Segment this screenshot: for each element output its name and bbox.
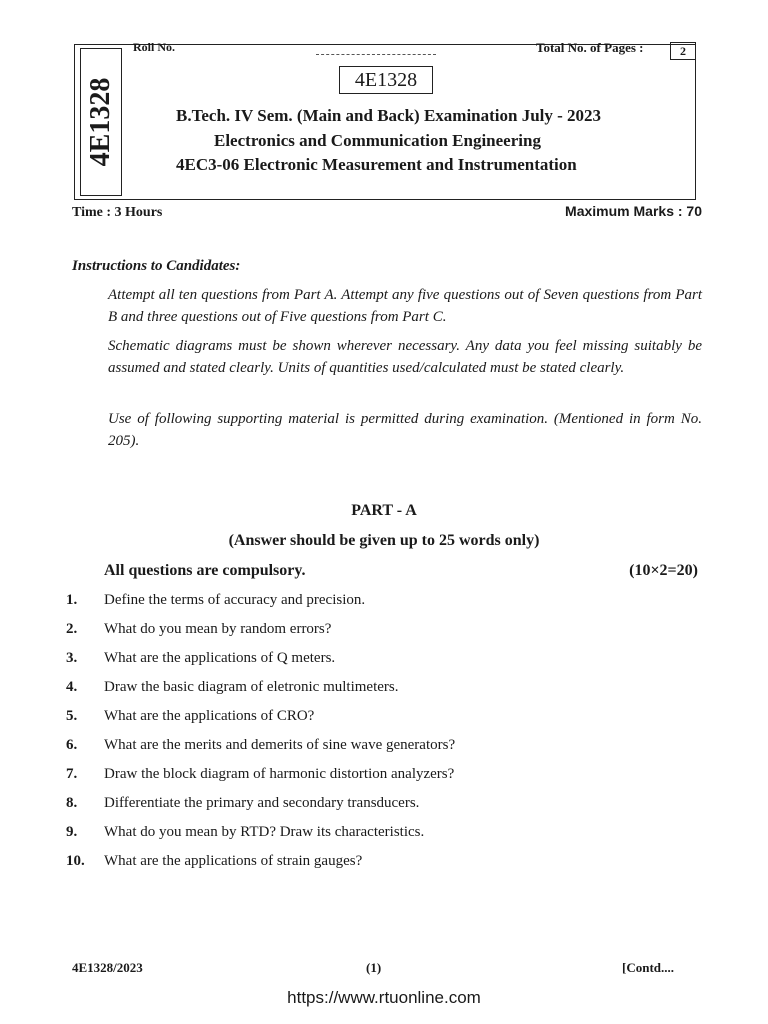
question-number: 8.	[66, 795, 78, 811]
side-paper-code: 4E1328	[85, 77, 116, 167]
question-text: What are the merits and demerits of sine wave generators?	[104, 737, 456, 753]
question-text: What are the applications of Q meters.	[104, 650, 336, 666]
question-number: 7.	[66, 766, 78, 782]
instruction-paragraph: Schematic diagrams must be shown wherever necessary. Any data you feel missing suitably be assumed and stated clearly. Units of quantities used/calculated must be stated clearly.	[108, 338, 702, 376]
question-item	[66, 704, 706, 733]
maximum-marks: Maximum Marks : 70	[565, 203, 702, 219]
question-text: Draw the block diagram of harmonic distortion analyzers?	[104, 766, 455, 782]
question-text: What are the applications of strain gauges?	[104, 853, 363, 869]
question-item	[66, 733, 706, 762]
question-number: 5.	[66, 708, 78, 724]
paper-code: 4E1328	[339, 66, 433, 94]
part-title: PART - A	[351, 502, 417, 519]
question-item	[66, 791, 706, 820]
roll-number-label: Roll No.	[133, 40, 175, 54]
part-subtitle: (Answer should be given up to 25 words only)	[228, 532, 540, 549]
question-text: Differentiate the primary and secondary transducers.	[104, 795, 420, 811]
total-pages-value: 2	[670, 42, 696, 60]
question-number: 4.	[66, 679, 78, 695]
marks-allocation: (10×2=20)	[629, 562, 698, 579]
question-item	[66, 617, 706, 646]
question-number: 1.	[66, 592, 78, 608]
question-text: What do you mean by random errors?	[104, 621, 332, 637]
exam-title: B.Tech. IV Sem. (Main and Back) Examination July - 2023	[176, 106, 602, 125]
question-number: 3.	[66, 650, 78, 666]
instruction-paragraph: Attempt all ten questions from Part A. Attempt any five questions out of Seven questions from Part B and three questions out of Five questions from Part C.	[108, 287, 702, 325]
website-url[interactable]: https://www.rtuonline.com	[287, 988, 481, 1007]
branch-title: Electronics and Communication Engineering	[214, 131, 541, 150]
subject-title: 4EC3-06 Electronic Measurement and Instrumentation	[176, 155, 577, 174]
instructions-heading: Instructions to Candidates:	[72, 258, 241, 274]
footer-paper-code: 4E1328/2023	[72, 960, 143, 975]
question-number: 2.	[66, 621, 78, 637]
question-text: What are the applications of CRO?	[104, 708, 315, 724]
question-item	[66, 646, 706, 675]
question-text: What do you mean by RTD? Draw its characteristics.	[104, 824, 425, 840]
question-text: Draw the basic diagram of eletronic multimeters.	[104, 679, 399, 695]
question-number: 6.	[66, 737, 78, 753]
question-number: 9.	[66, 824, 78, 840]
question-item	[66, 588, 706, 617]
roll-number-line	[316, 54, 436, 55]
question-item	[66, 762, 706, 791]
question-item	[66, 849, 706, 878]
question-list	[66, 588, 706, 878]
question-text: Define the terms of accuracy and precision.	[104, 592, 366, 608]
total-pages-label: Total No. of Pages :	[536, 40, 644, 55]
time-allowed: Time : 3 Hours	[72, 205, 163, 220]
footer-page-number: (1)	[366, 960, 382, 975]
compulsory-note: All questions are compulsory.	[104, 562, 306, 579]
footer-continued: [Contd....	[622, 960, 675, 975]
question-item	[66, 820, 706, 849]
question-item	[66, 675, 706, 704]
instruction-paragraph: Use of following supporting material is permitted during examination. (Mentioned in form No. 205).	[108, 411, 702, 449]
question-number: 10.	[66, 853, 85, 869]
